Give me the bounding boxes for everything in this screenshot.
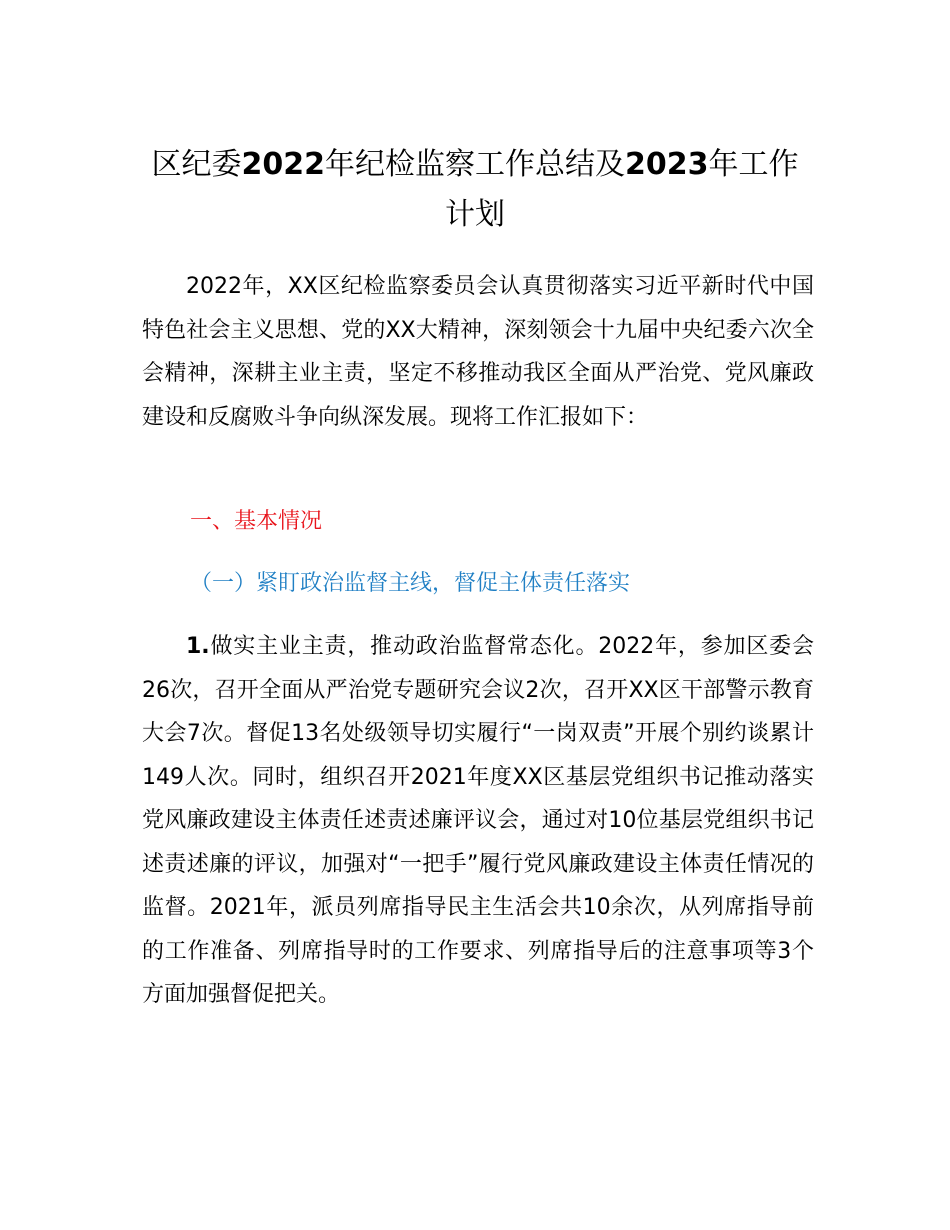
- title-part-3: 年工作计划: [445, 147, 799, 232]
- item-1-number: 1.: [186, 634, 210, 659]
- document-title: [140, 140, 810, 240]
- intro-paragraph: 2022年，XX区纪检监察委员会认真贯彻落实习近平新时代中国特色社会主义思想、党的XX大精神，深刻领会十九届中央纪委六次全会精神，深耕主业主责，坚定不移推动我区全面从严治党、党风廉政建设和反腐败斗争向纵深发展。现将工作汇报如下：: [142, 274, 814, 430]
- section-heading-basic-situation: 一、基本情况: [190, 509, 323, 534]
- title-year-1: 2022: [241, 147, 325, 182]
- title-part-1: 区纪委: [151, 147, 242, 182]
- item-1-text: 做实主业主责，推动政治监督常态化。2022年，参加区委会26次，召开全面从严治党专题研究会议2次，召开XX区干部警示教育大会7次。督促13名处级领导切实履行“一岗双责”开展个别约谈累计149人次。同时，组织召开2021年度XX区基层党组织书记推动落实党风廉政建设主体责任述责述廉评议会，通过对10位基层党组织书记述责述廉的评议，加强对“一把手”履行党风廉政建设主体责任情况的监督。2021年，派员列席指导民主生活会共10余次，从列席指导前的工作准备、列席指导时的工作要求、列席指导后的注意事项等3个方面加强督促把关。: [142, 634, 814, 1007]
- title-part-2: 年纪检监察工作总结及: [325, 147, 625, 182]
- item-1-paragraph: [142, 625, 814, 1017]
- title-year-2: 2023: [625, 147, 709, 182]
- subsection-heading-political-supervision: （一）紧盯政治监督主线，督促主体责任落实: [190, 571, 631, 596]
